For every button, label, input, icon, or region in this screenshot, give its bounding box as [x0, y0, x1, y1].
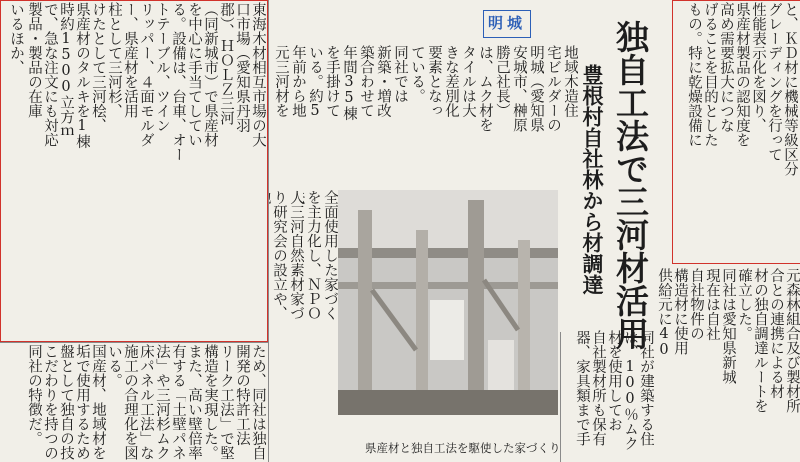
article-photo: [338, 190, 558, 415]
rb-col-4: 確立した。: [736, 268, 752, 341]
column-rule: [268, 0, 269, 462]
left-col-6: る。設備は、台車、オー: [170, 2, 186, 162]
mid-col-6: は、ムク材を: [477, 45, 493, 132]
mid-col-13: 築合わせて: [358, 45, 374, 118]
bl-col-12: 垢で使用するため: [74, 344, 90, 460]
right-col-6: げることを目的とした: [702, 2, 718, 147]
right-col-3: 性能表示化を図り、: [750, 2, 766, 133]
bl-col-6: 有する「土壁パネ: [170, 344, 186, 460]
mid-col-14: 年間35棟: [341, 45, 357, 121]
mid-col-12: 新築・増改: [375, 45, 391, 118]
bl-col-4: 構造を実現した。: [202, 344, 218, 460]
mid-col-7: タイルは大: [460, 45, 476, 118]
mid-col-3: 明城（愛知県: [528, 45, 544, 132]
left-col-8: リッパー、４面モルダ: [138, 2, 154, 147]
rb-col-2: 合との連携による材: [768, 268, 784, 399]
mid-col-20: 全面使用した家づく: [322, 190, 338, 321]
sub-headline: 豊根村自社林から材調達: [580, 64, 604, 295]
rb-col-7: 自社物件の: [688, 268, 704, 341]
right-col-2: グレーディングを行って: [766, 2, 782, 162]
rb-col-8: 構造材に使用: [672, 268, 688, 355]
mid-col-10: ている。: [409, 45, 425, 103]
left-col-3: 郡）、ＨＯＬＺ三河: [218, 2, 234, 126]
left-col-9: ー、県産材を活用: [122, 2, 138, 118]
left-col-2: 口市場（愛知県丹羽: [234, 2, 250, 133]
mid-col-11: 同社では: [392, 45, 408, 103]
left-col-15: 製品・製品の在庫: [26, 2, 42, 118]
main-headline: 独自工法で三河材活用: [611, 20, 650, 350]
bl-col-5: また、高い壁倍率: [186, 344, 202, 460]
right-col-7: もの。特に乾燥設備に: [686, 2, 702, 147]
mid-col-15: を手掛けて: [324, 45, 340, 118]
bl-col-9: 施工の合理化を図: [122, 344, 138, 460]
bl-col-11: 国産材、地域材を: [90, 344, 106, 460]
mb-col-4: 自社製材所も保有: [590, 330, 606, 446]
mid-col-21: を主力化し、ＮＰＯ: [305, 190, 321, 321]
column-rule: [560, 332, 561, 462]
right-col-1: と、ＫＤ材に機械等級区分: [782, 2, 798, 176]
rb-col-5: 同社は愛知県新城: [720, 268, 736, 384]
rb-col-9: 供給元に40: [656, 268, 672, 358]
left-col-1: 東海木材相互市場の大: [250, 2, 266, 147]
mid-col-18: 元三河材を: [273, 45, 289, 118]
bl-col-3: リーク工法」で堅: [218, 344, 234, 460]
mid-col-17: 年前から地: [290, 45, 306, 118]
left-col-13: 時約1500立方ｍ: [58, 2, 74, 139]
right-col-5: 高め需要拡大につな: [718, 2, 734, 133]
bl-col-7: 法」や三河杉ムク: [154, 344, 170, 460]
mb-col-3: 材を使用してお: [606, 330, 622, 432]
mid-col-16: いる。約5: [307, 45, 323, 119]
bl-col-2: 開発の特許工法: [234, 344, 250, 446]
mid-col-8: きな差別化: [443, 45, 459, 118]
mid-col-4: 安城市、榊原: [511, 45, 527, 132]
rb-col-6: 現在は自社: [704, 268, 720, 341]
mid-col-2: 宅ビルダーの: [545, 45, 561, 132]
left-col-10: 柱として三河杉、: [106, 2, 122, 118]
photo-illustration: [338, 190, 558, 415]
bl-col-15: 同社の特徴だ。: [26, 344, 42, 446]
left-col-4: （同新城市）で県産材: [202, 2, 218, 147]
bl-col-8: 床パネル工法」な: [138, 344, 154, 460]
rb-col-1: 元森林組合及び製材所: [784, 268, 800, 413]
bl-col-10: いる。: [106, 344, 122, 388]
rb-col-3: 材の独自調達ルートを: [752, 268, 768, 413]
region-badge-label: 明城: [487, 14, 526, 32]
bl-col-1: ため、同社は独自: [250, 344, 266, 460]
left-col-7: トテーブル、ツイン: [154, 2, 170, 133]
bl-col-13: 盤として独自の技: [58, 344, 74, 460]
mid-col-23: り研究会の設立や、: [271, 190, 287, 321]
left-col-12: 県産材のタルキを1棟: [74, 2, 90, 149]
mb-col-1: 同社が建築する住: [638, 330, 654, 446]
mid-col-22: 人三河自然素材家づ: [288, 190, 304, 321]
left-col-11: けたとして三河桧、: [90, 2, 106, 133]
mb-col-5: 器、家具類まで手: [574, 330, 590, 446]
mb-col-2: は、100％ムク: [622, 330, 638, 451]
left-col-14: で、急な注文にも対応: [42, 2, 58, 147]
mid-col-9: 要素となっ: [426, 45, 442, 118]
section-rule: [0, 342, 268, 343]
photo-caption: 県産材と独自工法を駆使した家づくり: [365, 441, 561, 455]
bl-col-14: こだわりを持つの: [42, 344, 58, 460]
left-col-5: を中心に手当てしてい: [186, 2, 202, 147]
right-col-4: 県産材製品の認知度を: [734, 2, 750, 147]
left-col-16: いるほか、: [8, 2, 24, 75]
mid-col-5: 勝己社長）: [494, 45, 510, 118]
mid-col-1: 地域木造住: [562, 45, 578, 118]
